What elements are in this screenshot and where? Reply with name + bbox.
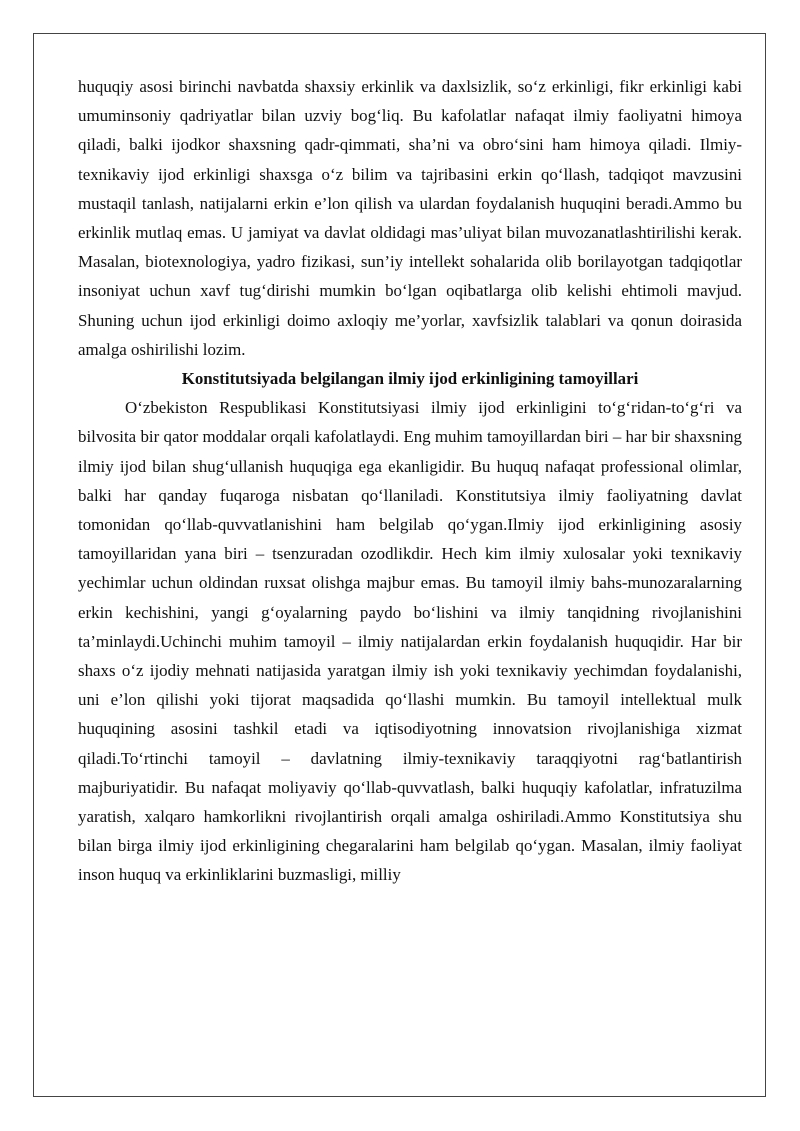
paragraph-principles: O‘zbekiston Respublikasi Konstitutsiyasi ilmiy ijod erkinligini to‘g‘ridan-to‘g‘ri va bilvosita bir qator moddalar orqali kafolatlaydi. Eng muhim tamoyillardan biri – har bir shaxsning ilmiy ijod bilan shug‘ullanish huquqiga ega ekanligidir. Bu huquq nafaqat professional olimlar, balki har qanday fuqaroga nisbatan qo‘llaniladi. Konstitutsiya ilmiy faoliyatning davlat tomonidan qo‘llab-quvvatlanishini ham belgilab qo‘ygan.Ilmiy ijod erkinligining asosiy tamoyillaridan yana biri – tsenzuradan ozodlikdir. Hech kim ilmiy xulosalar yoki texnikaviy yechimlar uchun oldindan ruxsat olishga majbur emas. Bu tamoyil ilmiy bahs-munozaralarning erkin kechishini, yangi g‘oyalarning paydo bo‘lishini va ilmiy tanqidning rivojlanishini ta’minlaydi.Uchinchi muhim tamoyil – ilmiy natijalardan erkin foydalanish huquqidir. Har bir shaxs o‘z ijodiy mehnati natijasida yaratgan ilmiy ish yoki texnikaviy yechimdan foydalanishi, uni e’lon qilishi yoki tijorat maqsadida qo‘llashi mumkin. Bu tamoyil intellektual mulk huquqining asosini tashkil etadi va iqtisodiyotning innovatsion rivojlanishiga xizmat qiladi.To‘rtinchi tamoyil – davlatning ilmiy-texnikaviy taraqqiyotni rag‘batlantirish majburiyatidir. Bu nafaqat moliyaviy qo‘llab-quvvatlash, balki huquqiy kafolatlar, infratuzilma yaratish, xalqaro hamkorlikni rivojlantirish orqali amalga oshiriladi.Ammo Konstitutsiya shu bilan birga ilmiy ijod erkinligining chegaralarini ham belgilab qo‘ygan. Masalan, ilmiy faoliyat inson huquq va erkinliklarini buzmasligi, milliy [78, 398, 742, 885]
section-heading: Konstitutsiyada belgilangan ilmiy ijod erkinligining tamoyillari [181, 369, 639, 389]
paragraph-continuation: huquqiy asosi birinchi navbatda shaxsiy erkinlik va daxlsizlik, so‘z erkinligi, fikr erkinligi kabi umuminsoniy qadriyatlar bilan uzviy bog‘liq. Bu kafolatlar nafaqat ilmiy faoliyatni himoya qiladi, balki ijodkor shaxsning qadr-qimmati, sha’ni va obro‘sini ham himoya qiladi. Ilmiy-texnikaviy ijod erkinligi shaxsga o‘z bilim va tajribasini erkin qo‘llash, tadqiqot mavzusini mustaqil tanlash, natijalarni erkin e’lon qilish va ulardan foydalanish huquqini beradi.Ammo bu erkinlik mutlaq emas. U jamiyat va davlat oldidagi mas’uliyat bilan muvozanatlashtirilishi kerak. Masalan, biotexnologiya, yadro fizikasi, sun’iy intellekt sohalarida olib borilayotgan tadqiqotlar insoniyat uchun xavf tug‘dirishi mumkin bo‘lgan oqibatlarga olib kelishi ehtimoli mavjud. Shuning uchun ijod erkinligi doimo axloqiy me’yorlar, xavfsizlik talablari va qonun doirasida amalga oshirilishi lozim. [78, 77, 742, 359]
document-body [78, 72, 742, 890]
